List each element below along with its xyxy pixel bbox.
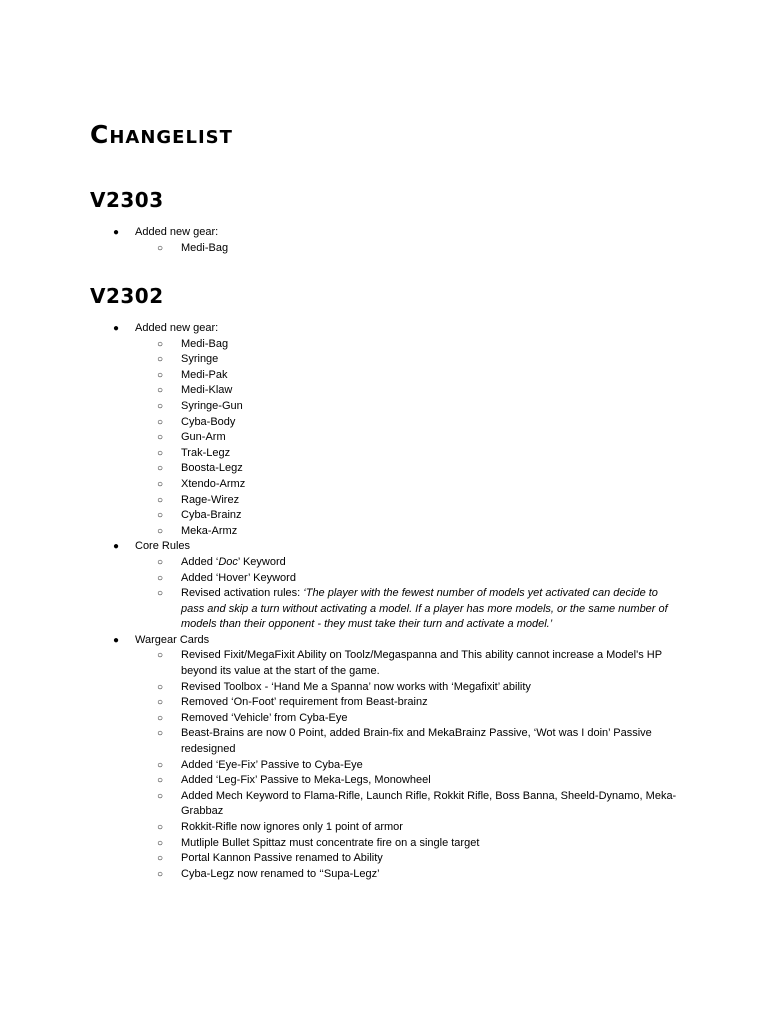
- section-v2302-list: [0, 321, 768, 882]
- sub-list-item-text: Removed ‘Vehicle’ from Cyba-Eye: [181, 711, 348, 724]
- hollow-bullet-icon: ○: [157, 242, 164, 254]
- hollow-bullet-icon: ○: [157, 432, 164, 444]
- sub-list-item: [0, 695, 768, 711]
- sub-list-item: [0, 477, 768, 493]
- sub-list-item: [0, 524, 768, 540]
- hollow-bullet-icon: ○: [157, 369, 164, 381]
- sub-list-item: [0, 446, 768, 462]
- section-heading-v2302: V2302: [90, 284, 164, 308]
- sub-list-item-text: Cyba-Brainz: [181, 509, 242, 522]
- list-item: [0, 539, 768, 555]
- hollow-bullet-icon: ○: [157, 400, 164, 412]
- sub-list-item-text: Rage-Wirez: [181, 493, 240, 506]
- sub-list-item: [0, 383, 768, 399]
- hollow-bullet-icon: ○: [157, 681, 164, 693]
- activation-rules-prefix: Revised activation rules:: [181, 587, 304, 600]
- sub-list-item: [0, 773, 768, 789]
- hollow-bullet-icon: ○: [157, 822, 164, 833]
- sub-list-item-text: Rokkit-Rifle now ignores only 1 point of armor: [181, 821, 403, 833]
- sub-list-item-text: Added Mech Keyword to Flama-Rifle, Launch Rifle, Rokkit Rifle, Boss Banna, Sheeld-Dynamo, Meka-Grabbaz: [181, 789, 677, 818]
- sub-list-item-text: Portal Kannon Passive renamed to Ability: [181, 852, 383, 865]
- section-v2303-list: [0, 225, 768, 256]
- hollow-bullet-icon: ○: [157, 556, 164, 568]
- sub-list-item: [0, 680, 768, 696]
- sub-list-item: [0, 758, 768, 774]
- bullet-icon: ●: [113, 541, 120, 553]
- hollow-bullet-icon: ○: [157, 354, 164, 366]
- section-heading-v2303: V2303: [90, 188, 164, 212]
- sub-list-item-text: Mutliple Bullet Spittaz must concentrate fire on a single target: [181, 836, 480, 849]
- hollow-bullet-icon: ○: [157, 728, 164, 740]
- sub-list-item: [0, 241, 768, 257]
- doc-keyword: Doc: [218, 555, 238, 568]
- sub-list-item-text: Added ‘Eye-Fix’ Passive to Cyba-Eye: [181, 758, 363, 771]
- sub-list-item-text: Medi-Pak: [181, 368, 228, 381]
- sub-list-item-text: Xtendo-Armz: [181, 477, 246, 490]
- sub-list-item-text: Trak-Legz: [181, 446, 231, 459]
- sub-list-item: [0, 493, 768, 509]
- sub-list-item-text: Syringe-Gun: [181, 399, 243, 412]
- sub-list-item: [0, 867, 768, 883]
- hollow-bullet-icon: ○: [157, 650, 164, 662]
- hollow-bullet-icon: ○: [157, 510, 164, 522]
- sub-list-item: [0, 851, 768, 867]
- list-item-text: Wargear Cards: [135, 633, 210, 646]
- list-item-text: Added new gear:: [135, 322, 219, 334]
- hollow-bullet-icon: ○: [157, 478, 164, 490]
- sub-list-item: [0, 726, 768, 757]
- hollow-bullet-icon: ○: [157, 759, 164, 771]
- list-item-text: Added new gear:: [135, 226, 219, 238]
- sub-list-item: [0, 820, 768, 836]
- hollow-bullet-icon: ○: [157, 385, 164, 397]
- hollow-bullet-icon: ○: [157, 868, 164, 880]
- hollow-bullet-icon: ○: [157, 790, 164, 802]
- hollow-bullet-icon: ○: [157, 697, 164, 709]
- sub-list-item: [0, 789, 768, 820]
- list-item: [0, 225, 768, 241]
- sub-list-item: [0, 461, 768, 477]
- hollow-bullet-icon: ○: [157, 588, 164, 600]
- sub-list-item: [0, 352, 768, 368]
- sub-list-item: [0, 337, 768, 353]
- hollow-bullet-icon: ○: [157, 853, 164, 865]
- hollow-bullet-icon: ○: [157, 712, 164, 724]
- sub-list-item-text: Revised Fixit/MegaFixit Ability on Toolz/Megaspanna and This ability cannot increase a Model's HP beyond its value at the start of the game.: [181, 649, 662, 678]
- list-item: [0, 633, 768, 649]
- sub-list-item: [0, 711, 768, 727]
- hollow-bullet-icon: ○: [157, 447, 164, 459]
- sub-list-item-text: Boosta-Legz: [181, 462, 243, 475]
- sub-list-item-text: Cyba-Legz now renamed to ‘‘Supa-Legz’: [181, 867, 380, 880]
- hollow-bullet-icon: ○: [157, 837, 164, 849]
- sub-list-item: [0, 648, 768, 679]
- doc-keyword-suffix: ’ Keyword: [237, 555, 286, 568]
- sub-list-item: [0, 415, 768, 431]
- sub-list-item-text: Beast-Brains are now 0 Point, added Brain-fix and MekaBrainz Passive, ‘Wot was I doin’ Passive redesigned: [181, 727, 652, 756]
- bullet-icon: ●: [113, 227, 120, 238]
- activation-rules-quote: ‘The player with the fewest number of models yet activated can decide to pass and skip a turn without activating a model. If a player has more models, or the same number of models than their opponent - they must take their turn and activate a model.’: [181, 587, 668, 631]
- sub-list-item: [0, 368, 768, 384]
- hollow-bullet-icon: ○: [157, 338, 164, 350]
- sub-list-item: [0, 508, 768, 524]
- hollow-bullet-icon: ○: [157, 775, 164, 787]
- sub-list-item: [0, 430, 768, 446]
- list-item-text: Core Rules: [135, 540, 191, 553]
- doc-keyword-prefix: Added ‘: [181, 555, 219, 568]
- hollow-bullet-icon: ○: [157, 525, 164, 537]
- sub-list-item-text: Meka-Armz: [181, 524, 238, 537]
- sub-list-item-text: Removed ‘On-Foot’ requirement from Beast-brainz: [181, 696, 428, 709]
- page-title: Changelist: [90, 120, 233, 149]
- sub-list-item-text: Syringe: [181, 353, 219, 366]
- sub-list-item: [0, 836, 768, 852]
- sub-list-item-text: Medi-Klaw: [181, 384, 233, 397]
- sub-list-item: [0, 586, 768, 633]
- list-item: [0, 321, 768, 337]
- hollow-bullet-icon: ○: [157, 463, 164, 475]
- sub-list-item-text: Cyba-Body: [181, 415, 236, 428]
- sub-list-item: [0, 399, 768, 415]
- hollow-bullet-icon: ○: [157, 572, 164, 584]
- sub-list-item-text: Medi-Bag: [181, 241, 229, 254]
- sub-list-item-text: Added ‘Hover’ Keyword: [181, 571, 296, 584]
- hollow-bullet-icon: ○: [157, 416, 164, 428]
- sub-list-item-text: Revised Toolbox - ‘Hand Me a Spanna’ now works with ‘Megafixit’ ability: [181, 680, 531, 693]
- bullet-icon: ●: [113, 634, 120, 646]
- sub-list-item-text: Added ‘Leg-Fix’ Passive to Meka-Legs, Monowheel: [181, 774, 431, 787]
- bullet-icon: ●: [113, 323, 120, 334]
- sub-list-item: [0, 555, 768, 571]
- hollow-bullet-icon: ○: [157, 494, 164, 506]
- sub-list-item: [0, 571, 768, 587]
- sub-list-item-text: Gun-Arm: [181, 431, 226, 444]
- sub-list-item-text: Medi-Bag: [181, 337, 229, 350]
